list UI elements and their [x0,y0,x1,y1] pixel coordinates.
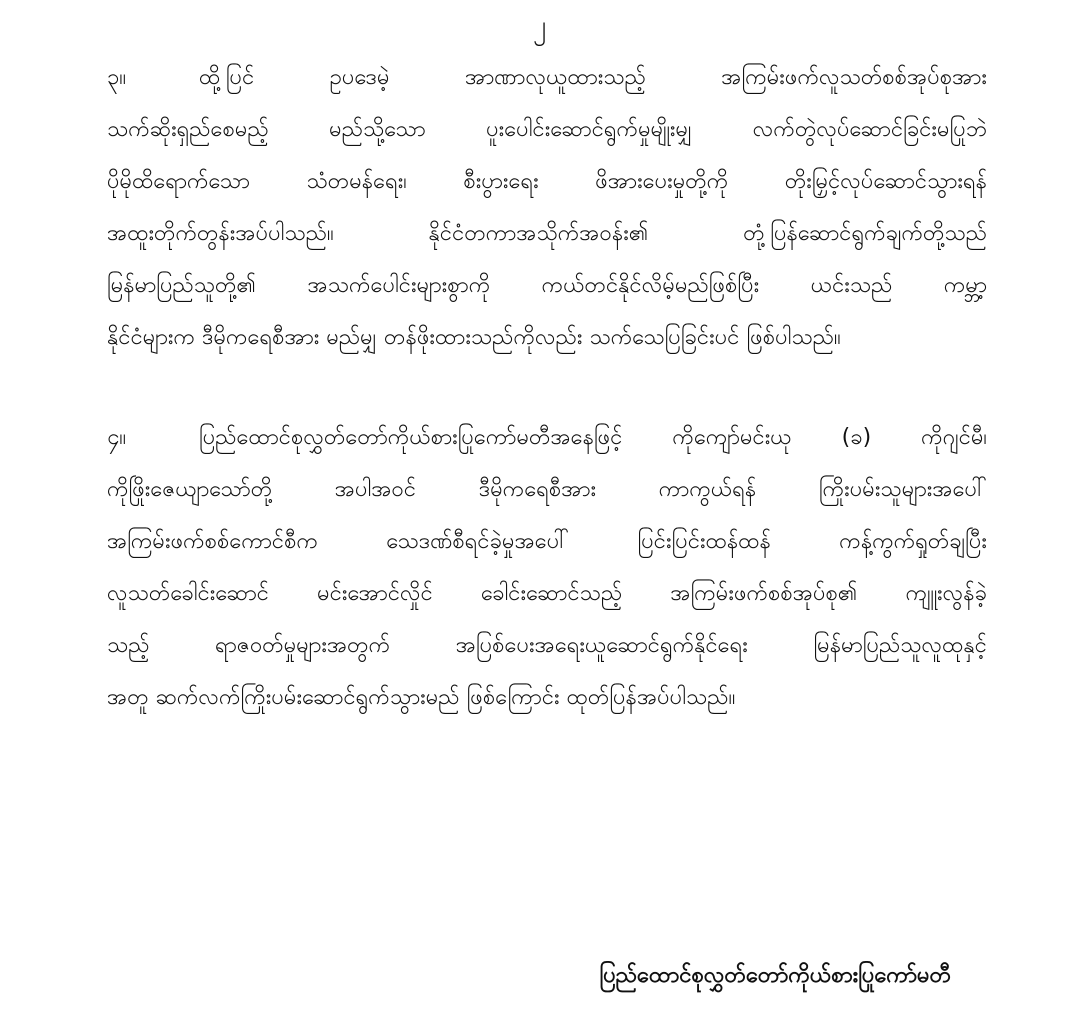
paragraph-line: ကိုဖြိုးဇေယျာသော်တို့ အပါအဝင် ဒီမိုကရေစီအား ကာကွယ်ရန် ကြိုးပမ်းသူများအပေါ် [107,477,987,502]
paragraph-3 [107,52,987,364]
paragraph-line: ပိုမိုထိရောက်သော သံတမန်ရေး၊ စီးပွားရေး ဖိအားပေးမှုတို့ကို တိုးမြှင့်လုပ်ဆောင်သွားရန် [107,169,987,194]
paragraph-line: လူသတ်ခေါင်းဆောင် မင်းအောင်လှိုင် ခေါင်းဆောင်သည့် အကြမ်းဖက်စစ်အုပ်စု၏ ကျူးလွန်ခဲ့ [107,581,987,606]
paragraph-line: ၄။ ပြည်ထောင်စုလွှတ်တော်ကိုယ်စားပြုကော်မတီအနေဖြင့် ကိုကျော်မင်းယု (ခ) ကိုဂျင်မီ၊ [107,412,987,464]
paragraph-number: ၄။ [107,425,127,450]
paragraph-line: သည့် ရာဇဝတ်မှုများအတွက် အပြစ်ပေးအရေးယူဆောင်ရွက်နိုင်ရေး မြန်မာပြည်သူလူထုနှင့် [107,633,987,658]
paragraph-line: အကြမ်းဖက်စစ်ကောင်စီက သေဒဏ်စီရင်ခဲ့မှုအပေါ် ပြင်းပြင်းထန်ထန် ကန့်ကွက်ရှုတ်ချပြီး [107,529,987,554]
paragraph-number: ၃။ [107,65,127,90]
paragraph-line: သက်ဆိုးရှည်စေမည့် မည်သို့သော ပူးပေါင်းဆောင်ရွက်မှုမျိုးမျှ လက်တွဲလုပ်ဆောင်ခြင်းမပြုဘဲ [107,117,987,142]
paragraph-line: ၃။ ထို့ပြင် ဥပဒေမဲ့ အာဏာလုယူထားသည့် အကြမ်းဖက်လူသတ်စစ်အုပ်စုအား [107,52,987,104]
paragraph-4 [107,412,987,724]
page-number: ၂ [532,10,547,41]
paragraph-line: မြန်မာပြည်သူတို့၏ အသက်ပေါင်းများစွာကို ကယ်တင်နိုင်လိမ့်မည်ဖြစ်ပြီး ယင်းသည် ကမ္ဘာ့ [107,273,987,298]
signature-committee-name: ပြည်ထောင်စုလွှတ်တော်ကိုယ်စားပြုကော်မတီ [599,963,951,988]
paragraph-line: အတူ ဆက်လက်ကြိုးပမ်းဆောင်ရွက်သွားမည် ဖြစ်ကြောင်း ထုတ်ပြန်အပ်ပါသည်။ [107,685,736,710]
paragraph-line: အထူးတိုက်တွန်းအပ်ပါသည်။ နိုင်ငံတကာအသိုက်အဝန်း၏ တုံ့ပြန်ဆောင်ရွက်ချက်တို့သည် [107,221,987,246]
paragraph-line: နိုင်ငံများက ဒီမိုကရေစီအား မည်မျှ တန်ဖိုးထားသည်ကိုလည်း သက်သေပြခြင်းပင် ဖြစ်ပါသည်။ [107,325,841,350]
